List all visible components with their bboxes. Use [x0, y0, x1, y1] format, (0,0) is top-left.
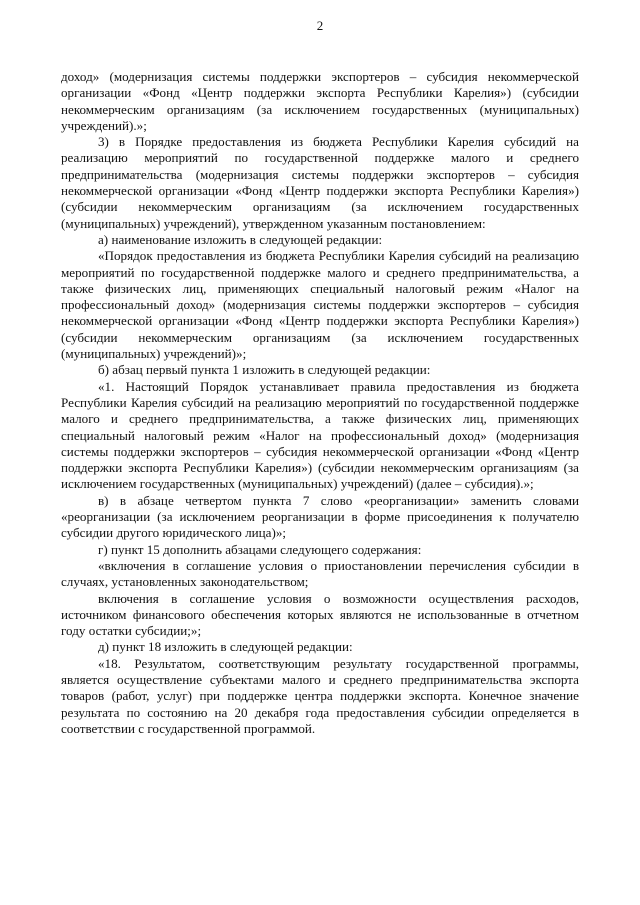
paragraph-subitem-d: д) пункт 18 изложить в следующей редакции: — [98, 639, 353, 655]
paragraph-continuation: доход» (модернизация системы поддержки экспортеров – субсидия некоммерческой организации «Фонд «Центр поддержки экспорта Республики Карелия») (субсидии некоммерческим организациям (за исключением государственных (муниципальных) учреждений).»; — [61, 69, 579, 133]
page-number: 2 — [316, 18, 324, 33]
paragraph-point-18-text: «18. Результатом, соответствующим результату государственной программы, является осуществление субъектами малого и среднего предпринимательства экспорта товаров (работ, услуг) при поддержке центра поддержки экспорта. Конечное значение результата по состоянию на 20 декабря года предоставления субсидии определяется в соответствии с государственной программой. — [61, 655, 579, 736]
paragraph-subitem-a: а) наименование изложить в следующей редакции: — [98, 231, 383, 247]
paragraph-new-title: «Порядок предоставления из бюджета Республики Карелия субсидий на реализацию мероприятий по государственной поддержке малого и среднего предпринимательства, а также физических лиц, применяющих специальный налоговый режим «Налог на профессиональный доход» (модернизация системы поддержки экспортеров – субсидия некоммерческой организации «Фонд «Центр поддержки экспорта Республики Карелия») (субсидии некоммерческим организациям (за исключением государственных (муниципальных) учреждений)»; — [61, 248, 579, 362]
document-body — [61, 69, 579, 737]
paragraph-expenses-condition: включения в соглашение условия о возможности осуществления расходов, источником финансового обеспечения которых являются не использованные в отчетном году остатки субсидии;»; — [61, 590, 579, 639]
paragraph-item-3: 3) в Порядке предоставления из бюджета Республики Карелия субсидий на реализацию мероприятий по государственной поддержке малого и среднего предпринимательства (модернизация системы поддержки экспортеров – субсидия некоммерческой организации «Фонд «Центр поддержки экспорта Республики Карелия») (субсидии некоммерческим организациям (за исключением государственных (муниципальных) учреждений), утвержденном указанным постановлением: — [61, 134, 579, 231]
paragraph-suspension-condition: «включения в соглашение условия о приостановлении перечисления субсидии в случаях, установленных законодательством; — [61, 557, 579, 590]
paragraph-subitem-v: в) в абзаце четвертом пункта 7 слово «реорганизации» заменить словами «реорганизации (за исключением реорганизации в форме присоединения к получателю субсидии другого юридического лица)»; — [61, 492, 579, 541]
paragraph-subitem-g: г) пункт 15 дополнить абзацами следующего содержания: — [98, 541, 422, 557]
paragraph-point-1-text: «1. Настоящий Порядок устанавливает правила предоставления из бюджета Республики Карелия субсидий на реализацию мероприятий по государственной поддержке малого и среднего предпринимательства, а также физических лиц, применяющих специальный налоговый режим «Налог на профессиональный доход» (модернизация системы поддержки экспортеров – субсидия некоммерческой организации «Фонд «Центр поддержки экспорта Республики Карелия») (субсидии некоммерческим организациям (за исключением государственных (муниципальных) учреждений) (далее – субсидия).»; — [61, 378, 579, 492]
paragraph-subitem-b: б) абзац первый пункта 1 изложить в следующей редакции: — [98, 362, 431, 378]
